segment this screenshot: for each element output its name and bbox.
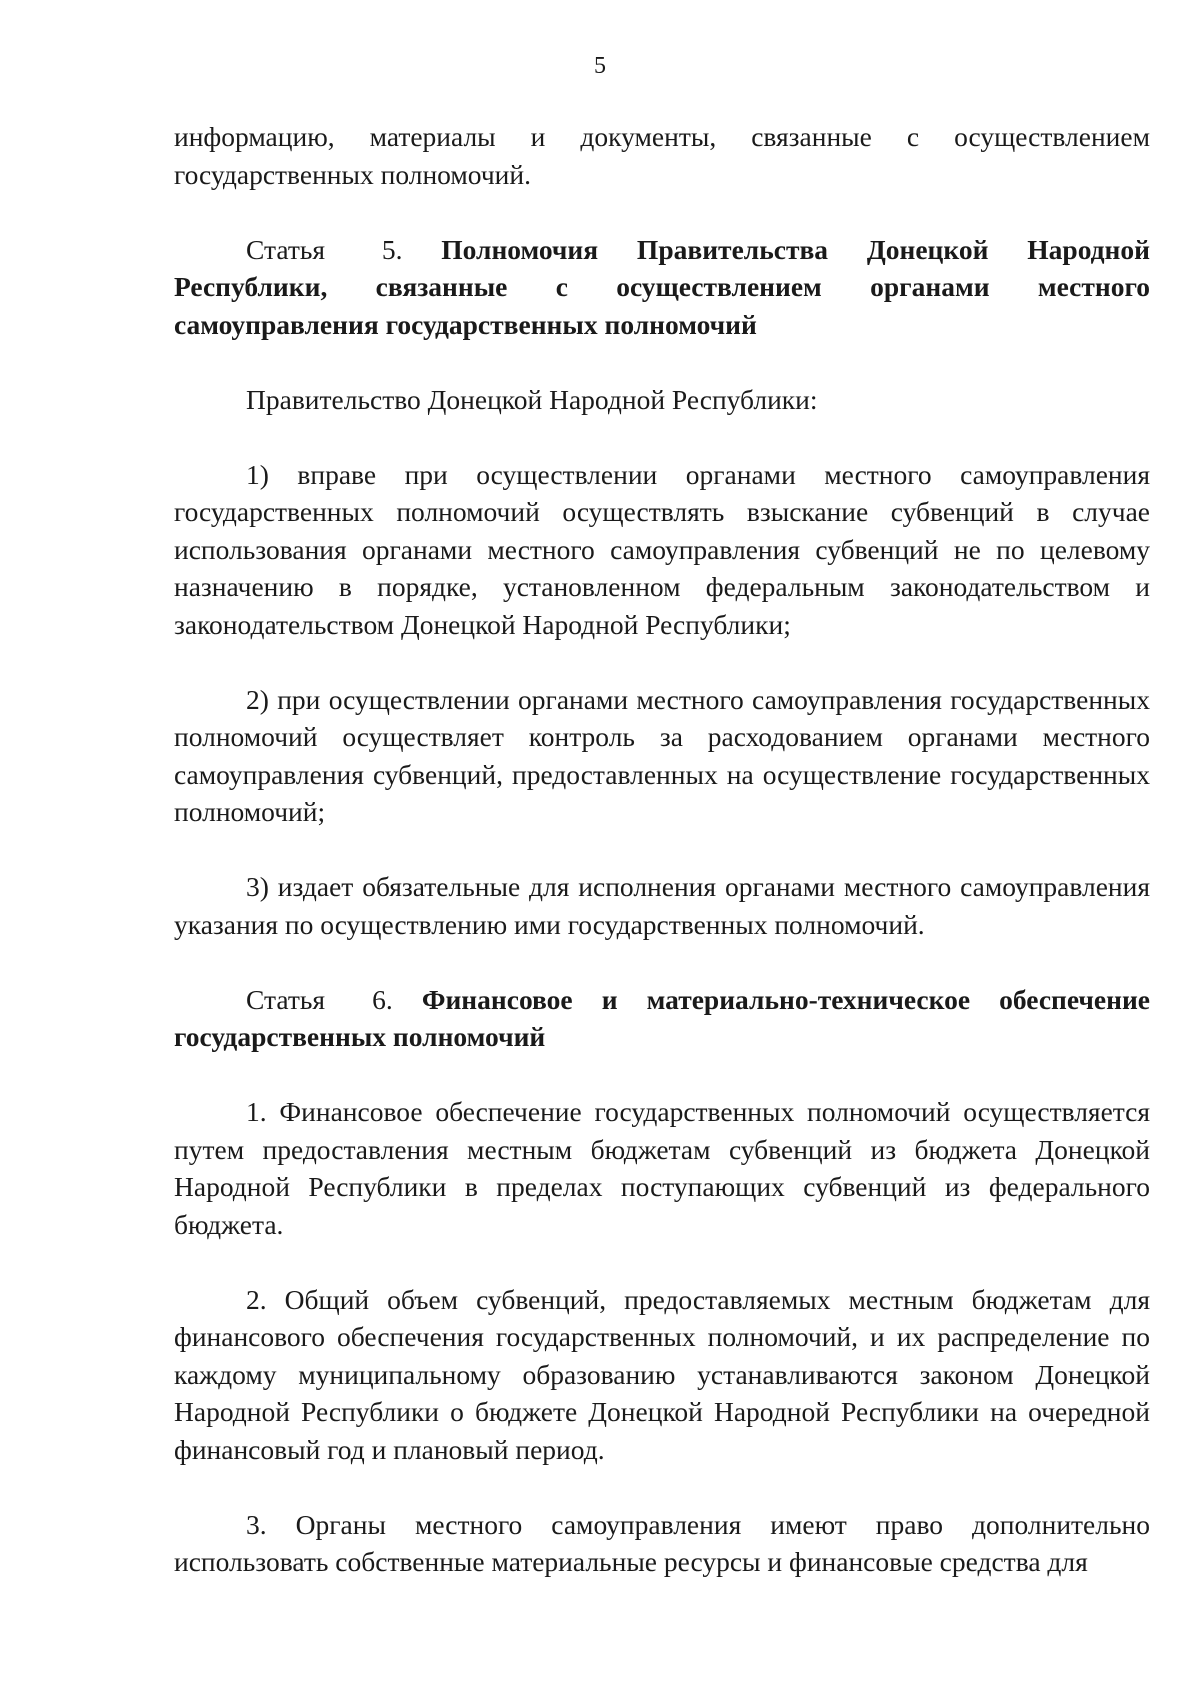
article-5-item-1: 1) вправе при осуществлении органами местного самоуправления государственных полномочий осуществлять взыскание субвенций в случае использования органами местного самоуправления субвенций не по целевому назначению в порядке, установленном федеральным законодательством и законодательством Донецкой Народной Республики; [174, 458, 1150, 640]
continued-paragraph: информацию, материалы и документы, связанные с осуществлением государственных полномочий. [174, 121, 1150, 190]
article-5-label: Статья 5. [246, 233, 403, 265]
article-6-item-1: 1. Финансовое обеспечение государственных полномочий осуществляется путем предоставления местным бюджетам субвенций из бюджета Донецкой Народной Республики в пределах поступающих субвенций из федерального бюджета. [174, 1096, 1150, 1240]
article-5-item-2: 2) при осуществлении органами местного самоуправления государственных полномочий осуществляет контроль за расходованием органами местного самоуправления субвенций, предоставленных на осуществление государственных полномочий; [174, 683, 1150, 827]
article-6-item-3: 3. Органы местного самоуправления имеют право дополнительно использовать собственные материальные ресурсы и финансовые средства для [174, 1508, 1150, 1577]
article-6-label: Статья 6. [246, 983, 393, 1015]
article-6-heading [174, 981, 1150, 1056]
page-number: 5 [594, 53, 606, 79]
article-5-item-3: 3) издает обязательные для исполнения органами местного самоуправления указания по осуществлению ими государственных полномочий. [174, 871, 1150, 940]
article-6-item-2: 2. Общий объем субвенций, предоставляемых местным бюджетам для финансового обеспечения государственных полномочий, и их распределение по каждому муниципальному образованию устанавливаются законом Донецкой Народной Республики о бюджете Донецкой Народной Республики на очередной финансовый год и плановый период. [174, 1283, 1150, 1465]
document-body [174, 118, 1150, 1581]
article-5-title: Полномочия Правительства Донецкой Народной Республики, связанные с осуществлением органами местного самоуправления государственных полномочий [174, 233, 1151, 340]
article-6-title: Финансовое и материально-техническое обеспечение государственных полномочий [174, 983, 1150, 1052]
article-5-intro: Правительство Донецкой Народной Республики: [246, 383, 818, 415]
article-5-heading [174, 231, 1150, 344]
